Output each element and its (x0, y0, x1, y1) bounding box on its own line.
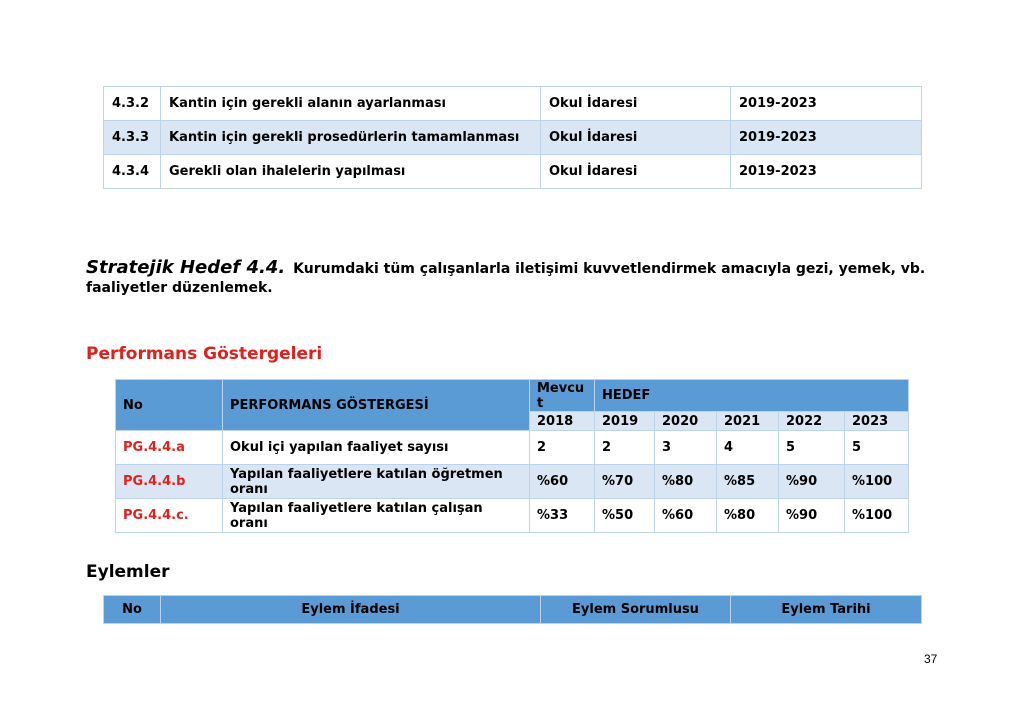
table-row (104, 155, 922, 189)
year-cell: 2023 (845, 412, 909, 431)
value-cell: %90 (779, 499, 845, 533)
table-row (116, 499, 909, 533)
strategic-goal-text: Kurumdaki tüm çalışanlarla iletişimi kuvvetlendirmek amacıyla gezi, yemek, vb. faaliyetler düzenlemek. (86, 261, 926, 296)
value-cell: %50 (595, 499, 655, 533)
page-number: 37 (924, 652, 938, 666)
indicator-name: Okul içi yapılan faaliyet sayısı (223, 431, 530, 465)
activity-responsible: Okul İdaresi (541, 87, 731, 121)
value-cell: 2 (530, 431, 595, 465)
indicator-name: Yapılan faaliyetlere katılan öğretmen oranı (223, 465, 530, 499)
actions-table (103, 595, 922, 624)
header-row (116, 380, 909, 412)
value-cell: 4 (717, 431, 779, 465)
header-responsible: Eylem Sorumlusu (541, 596, 731, 624)
year-cell: 2018 (530, 412, 595, 431)
value-cell: %80 (655, 465, 717, 499)
activity-responsible: Okul İdaresi (541, 155, 731, 189)
activity-no: 4.3.4 (104, 155, 161, 189)
header-row (104, 596, 922, 624)
header-statement: Eylem İfadesi (161, 596, 541, 624)
value-cell: %80 (717, 499, 779, 533)
indicator-name: Yapılan faaliyetlere katılan çalışan oranı (223, 499, 530, 533)
activity-no: 4.3.2 (104, 87, 161, 121)
year-cell: 2021 (717, 412, 779, 431)
value-cell: 5 (779, 431, 845, 465)
activity-date: 2019-2023 (731, 155, 922, 189)
table-row (116, 465, 909, 499)
indicator-code: PG.4.4.c. (116, 499, 223, 533)
table-row (104, 87, 922, 121)
activity-table (103, 86, 922, 189)
value-cell: 5 (845, 431, 909, 465)
actions-title: Eylemler (86, 562, 170, 582)
indicator-code: PG.4.4.b (116, 465, 223, 499)
header-no: No (104, 596, 161, 624)
value-cell: %100 (845, 465, 909, 499)
value-cell: %60 (655, 499, 717, 533)
value-cell: %33 (530, 499, 595, 533)
activity-date: 2019-2023 (731, 87, 922, 121)
value-cell: %60 (530, 465, 595, 499)
table-row (104, 121, 922, 155)
activity-name: Kantin için gerekli alanın ayarlanması (161, 87, 541, 121)
year-cell: 2019 (595, 412, 655, 431)
indicator-code: PG.4.4.a (116, 431, 223, 465)
activity-name: Gerekli olan ihalelerin yapılması (161, 155, 541, 189)
value-cell: %85 (717, 465, 779, 499)
strategic-goal-label: Stratejik Hedef 4.4. (86, 257, 286, 278)
value-cell: %100 (845, 499, 909, 533)
header-target: HEDEF (595, 380, 909, 412)
value-cell: 2 (595, 431, 655, 465)
header-current: Mevcut (530, 380, 595, 412)
value-cell: %90 (779, 465, 845, 499)
year-cell: 2022 (779, 412, 845, 431)
header-date: Eylem Tarihi (731, 596, 922, 624)
strategic-goal (86, 258, 936, 298)
performance-table (115, 379, 909, 533)
activity-no: 4.3.3 (104, 121, 161, 155)
table-row (116, 431, 909, 465)
header-no: No (116, 380, 223, 431)
activity-date: 2019-2023 (731, 121, 922, 155)
performance-title: Performans Göstergeleri (86, 344, 323, 364)
activity-name: Kantin için gerekli prosedürlerin tamamlanması (161, 121, 541, 155)
value-cell: %70 (595, 465, 655, 499)
value-cell: 3 (655, 431, 717, 465)
header-indicator: PERFORMANS GÖSTERGESİ (223, 380, 530, 431)
activity-responsible: Okul İdaresi (541, 121, 731, 155)
year-cell: 2020 (655, 412, 717, 431)
